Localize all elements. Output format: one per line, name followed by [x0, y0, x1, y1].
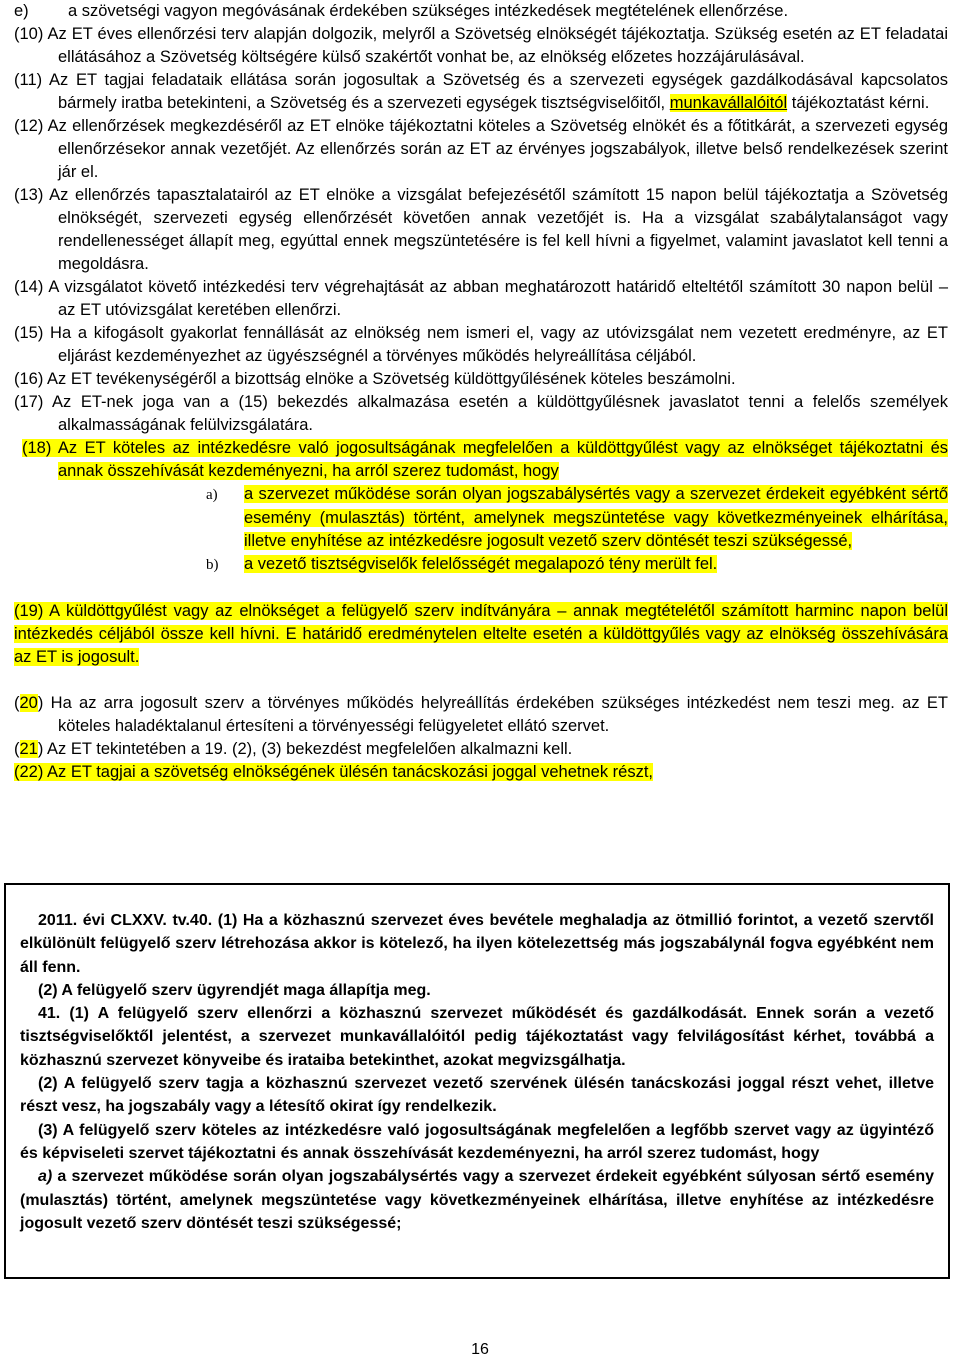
- paragraph-12: (12) Az ellenőrzések megkezdéséről az ET elnöke tájékoztatni köteles a Szövetség elnökét és a főtitkárát, a szervezeti egység ellenőrzésekor annak vezetőjét. Az ellenőrzés során az ET az érvényes jogszabályok, illetve belső rendelkezések szerint jár el.: [14, 117, 948, 181]
- box-para-4: (2) A felügyelő szerv tagja a közhasznú szervezet vezető szervének ülésén tanácskozási joggal részt vehet, illetve részt vesz, ha jogszabály vagy a létesítő okirat így rendelkezik.: [20, 1075, 934, 1116]
- paragraph-18: (18) Az ET köteles az intézkedésre való jogosultságának megfelelően a küldöttgyűlést vagy az elnökséget tájékoztatni és annak összehívását kezdeményezni, ha arról szerez tudomást, hogy: [22, 439, 948, 480]
- item-e-marker: e): [14, 2, 29, 20]
- document-body: [14, 0, 948, 784]
- paragraph-22: (22) Az ET tagjai a szövetség elnökségének ülésén tanácskozási joggal vehetnek részt,: [14, 763, 653, 781]
- box-para-1: 2011. évi CLXXV. tv.40. (1) Ha a közhasznú szervezet éves bevétele meghaladja az ötmillió forintot, a vezető szervtől elkülönült felügyelő szerv létrehozása akkor is kötelező, ha ilyen kötelezettség más jogszabálynál fogva egyébként nem áll fenn.: [20, 912, 934, 976]
- box-para-3: 41. (1) A felügyelő szerv ellenőrzi a közhasznú szervezet működését és gazdálkodását. Ennek során a vezető tisztségviselőktől jelentést, a szervezet munkavállalóitól pedig tájékoztatást vagy felvilágosítást kérhet, továbbá a közhasznú szervezet könyveibe és irataiba betekinthet, azokat megvizsgálhatja.: [20, 1005, 934, 1069]
- legal-reference-box: [4, 883, 950, 1279]
- item-e: [14, 0, 948, 23]
- paragraph-11: (11) Az ET tagjai feladataik ellátása során jogosultak a Szövetség és a szervezeti egységek gazdálkodásával kapcsolatos bármely iratba betekinteni, a Szövetség és a szervezeti egységek tisztségviselőitől, munkavállalóitól tájékoztatást kérni.: [14, 71, 948, 112]
- paragraph-18-b: b) a vezető tisztségviselők felelősségét megalapozó tény merült fel.: [206, 555, 718, 573]
- box-para-2: (2) A felügyelő szerv ügyrendjét maga állapítja meg.: [38, 981, 431, 999]
- paragraph-10: (10) Az ET éves ellenőrzési terv alapján dolgozik, melyről a Szövetség elnökségét tájékoztatja. Szükség esetén az ET feladatai ellátásához a Szövetség költségére külső szakértőt vonhat be, az elnökség előzetes hozzájárulásával.: [14, 25, 948, 66]
- paragraph-13: (13) Az ellenőrzés tapasztalatairól az ET elnöke a vizsgálat befejezésétől számított 15 napon belül tájékoztatja a Szövetség elnökségét, szervezeti egység ellenőrzését követően annak vezetőjét is. Ha a vizsgálat szabálytalanságot vagy rendellenességet állapít meg, egyúttal ennek megszüntetésére is fel kell hívni a figyelmet, valamint javaslatot kell tenni a megoldásra.: [14, 186, 948, 273]
- paragraph-14: (14) A vizsgálatot követő intézkedési terv végrehajtását az abban meghatározott határidő elteltétől számított 30 napon belül – az ET utóvizsgálat keretében ellenőrzi.: [14, 278, 948, 319]
- paragraph-15: (15) Ha a kifogásolt gyakorlat fennállását az elnökség nem ismeri el, vagy az utóvizsgálat nem vezetett eredményre, az ET eljárást kezdeményezhet az ügyészségnél a törvényes működés helyreállítása céljából.: [14, 324, 948, 365]
- box-para-6: a) a szervezet működése során olyan jogszabálysértés vagy a szervezet érdekeit egyébként súlyosan sértő esemény (mulasztás) történt, amelynek megszüntetése vagy következményeinek elhárítása, illetve enyhítése az intézkedésre jogosult vezető szerv döntését teszi szükségessé;: [20, 1168, 934, 1232]
- paragraph-18-a: a) a szervezet működése során olyan jogszabálysértés vagy a szervezet érdekeit egyébként sértő esemény (mulasztás) történt, amelynek megszüntetése vagy következményeinek elhárítása, illetve enyhítése az intézkedésre jogosult vezető szerv döntését teszi szükségessé,: [206, 485, 948, 550]
- paragraph-20: (20) Ha az arra jogosult szerv a törvényes működés helyreállítás érdekében szükséges intézkedést nem teszi meg. az ET köteles haladéktalanul értesíteni a törvényességi felügyeletet ellátó szervet.: [14, 694, 948, 735]
- box-para-5: (3) A felügyelő szerv köteles az intézkedésre való jogosultságának megfelelően a legfőbb szervet vagy az ügyintéző és képviseleti szervet tájékoztatni és annak összehívását kezdeményezni, ha arról szerez tudomást, hogy: [20, 1121, 934, 1162]
- page-number: 16: [471, 1341, 489, 1358]
- paragraph-16: (16) Az ET tevékenységéről a bizottság elnöke a Szövetség küldöttgyűlésének köteles beszámolni.: [14, 370, 736, 388]
- paragraph-19: (19) A küldöttgyűlést vagy az elnökséget a felügyelő szerv indítványára – annak megtételétől számított harminc napon belül intézkedés céljából össze kell hívni. E határidő eredménytelen eltelte esetén a küldöttgyűlés vagy az elnökség összehívására az ET is jogosult.: [14, 602, 948, 666]
- highlighted-word: munkavállalóitól: [669, 94, 788, 112]
- paragraph-21: (21) Az ET tekintetében a 19. (2), (3) bekezdést megfelelően alkalmazni kell.: [14, 740, 573, 758]
- item-e-text: a szövetségi vagyon megóvásának érdekében szükséges intézkedések megtételének ellenőrzése.: [68, 2, 789, 20]
- paragraph-17: (17) Az ET-nek joga van a (15) bekezdés alkalmazása esetén a küldöttgyűlésnek javaslatot tenni a felelős személyek alkalmasságának felülvizsgálatára.: [14, 393, 948, 434]
